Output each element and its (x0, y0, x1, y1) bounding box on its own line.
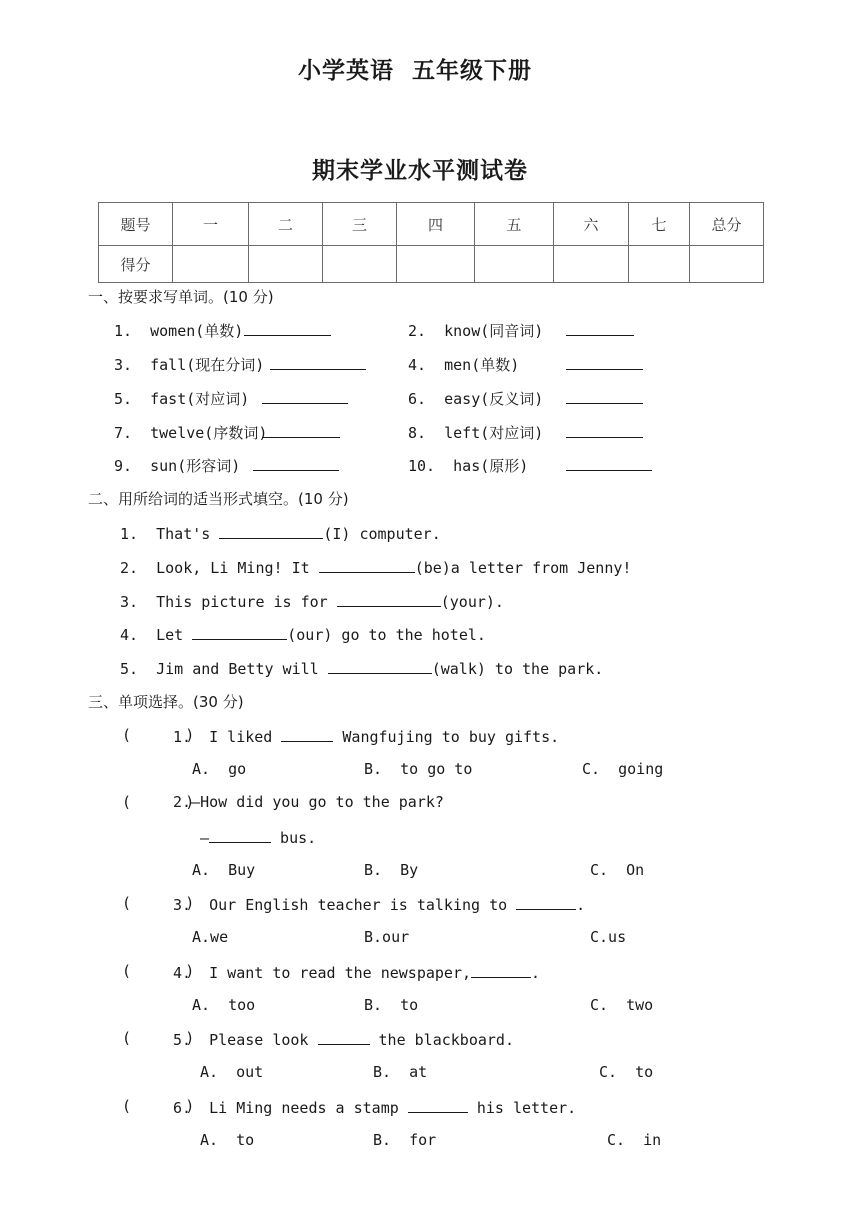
page-title: 小学英语 五年级下册 (298, 58, 533, 84)
question-text: 6. Li Ming needs a stamp (173, 1099, 408, 1117)
score-cell[interactable] (629, 246, 690, 283)
option-a: A.we (192, 928, 229, 946)
word-item (114, 354, 264, 375)
option-b: B. at (373, 1063, 428, 1081)
score-row-label: 得分 (99, 246, 173, 283)
answer-blank[interactable] (262, 422, 340, 438)
answer-blank[interactable] (209, 827, 271, 843)
answer-blank[interactable] (328, 658, 432, 674)
question-text: his letter. (467, 1099, 577, 1117)
score-cell[interactable] (397, 246, 475, 283)
answer-blank[interactable] (281, 726, 333, 742)
option-b: B.our (364, 928, 410, 946)
option-c: C. On (590, 861, 645, 879)
option-c: C. in (607, 1131, 662, 1149)
question-text: 2.—How did you go to the park? (173, 793, 444, 811)
fill-item-prefix: 5. Jim and Betty will (120, 660, 328, 678)
question-text: 3. Our English teacher is talking to (173, 896, 517, 914)
answer-paren[interactable]: ( ) (122, 1029, 195, 1047)
fill-item (120, 591, 504, 611)
option-a: A. Buy (192, 861, 256, 879)
answer-blank[interactable] (262, 388, 348, 404)
question-text: 1. I liked (173, 728, 282, 746)
score-cell[interactable] (475, 246, 554, 283)
question-stem (173, 726, 559, 746)
option-c: C.us (590, 928, 627, 946)
fill-item-suffix: (our) go to the hotel. (287, 626, 486, 644)
answer-blank[interactable] (408, 1097, 468, 1113)
table-header-cell: 七 (629, 203, 690, 246)
fill-item (120, 624, 486, 644)
fill-item-prefix: 1. That's (120, 525, 220, 543)
score-cell[interactable] (554, 246, 629, 283)
fill-item-suffix: (your). (440, 593, 504, 611)
exam-subtitle: 期末学业水平测试卷 (312, 158, 528, 184)
fill-item-prefix: 3. This picture is for (120, 593, 337, 611)
section-1-heading: 一、按要求写单词。(10 分) (88, 288, 274, 306)
fill-item-prefix: 2. Look, Li Ming! It (120, 559, 319, 577)
section-3-heading: 三、单项选择。(30 分) (88, 693, 244, 711)
table-header-cell: 三 (323, 203, 397, 246)
score-cell[interactable] (173, 246, 249, 283)
fill-item (120, 523, 441, 543)
question-stem-line2 (200, 827, 316, 847)
fill-item-prefix: 4. Let (120, 626, 193, 644)
word-item-text: 2. know(同音词) (408, 322, 544, 340)
score-table-score-row (99, 246, 764, 283)
option-b: B. to (364, 996, 419, 1014)
answer-paren[interactable]: ( ) (122, 894, 195, 912)
answer-blank[interactable] (566, 455, 652, 471)
word-item (408, 422, 543, 443)
question-text: Wangfujing to buy gifts. (333, 728, 560, 746)
word-item-text: 5. fast(对应词) (114, 390, 250, 408)
word-item-text: 4. men(单数) (408, 356, 520, 374)
question-stem (173, 962, 540, 982)
option-b: B. for (373, 1131, 437, 1149)
answer-blank[interactable] (337, 591, 441, 607)
question-stem (173, 1029, 514, 1049)
answer-paren[interactable]: ( ) (122, 726, 195, 744)
fill-item (120, 658, 603, 678)
word-item (114, 422, 267, 443)
question-text: . (576, 896, 586, 914)
word-item (408, 455, 528, 476)
answer-blank[interactable] (319, 557, 415, 573)
answer-blank[interactable] (566, 354, 643, 370)
option-a: A. to (200, 1131, 255, 1149)
answer-paren[interactable]: ( ) (122, 1097, 195, 1115)
answer-blank[interactable] (219, 523, 323, 539)
fill-item-suffix: (I) computer. (323, 525, 441, 543)
score-table (98, 202, 764, 283)
answer-blank[interactable] (516, 894, 576, 910)
question-text: . (531, 964, 541, 982)
fill-item (120, 557, 631, 577)
table-header-cell: 总分 (690, 203, 764, 246)
score-table-header-row (99, 203, 764, 246)
word-item (408, 354, 519, 375)
question-text: bus. (271, 829, 317, 847)
word-item (114, 320, 243, 341)
section-2-heading: 二、用所给词的适当形式填空。(10 分) (88, 490, 349, 508)
option-c: C. going (582, 760, 664, 778)
answer-blank[interactable] (192, 624, 287, 640)
word-item (408, 320, 543, 341)
fill-item-suffix: (be)a letter from Jenny! (414, 559, 632, 577)
question-text: the blackboard. (369, 1031, 514, 1049)
answer-blank[interactable] (566, 320, 634, 336)
word-item-text: 9. sun(形容词) (114, 457, 241, 475)
question-text: — (200, 829, 210, 847)
word-item-text: 7. twelve(序数词) (114, 424, 268, 442)
question-stem (173, 1097, 576, 1117)
word-item (408, 388, 543, 409)
table-header-cell: 二 (249, 203, 323, 246)
answer-paren[interactable]: ( ) (122, 962, 195, 980)
answer-blank[interactable] (244, 320, 331, 336)
question-stem (173, 793, 444, 811)
option-a: A. too (192, 996, 256, 1014)
word-item (114, 388, 249, 409)
option-c: C. to (599, 1063, 654, 1081)
word-item-text: 10. has(原形) (408, 457, 529, 475)
fill-item-suffix: (walk) to the park. (431, 660, 604, 678)
question-text: 4. I want to read the newspaper, (173, 964, 472, 982)
answer-blank[interactable] (471, 962, 531, 978)
question-stem (173, 894, 585, 914)
answer-paren[interactable]: ( ) (122, 793, 195, 811)
option-b: B. to go to (364, 760, 473, 778)
word-item-text: 3. fall(现在分词) (114, 356, 265, 374)
option-a: A. go (192, 760, 247, 778)
answer-blank[interactable] (566, 388, 643, 404)
option-c: C. two (590, 996, 654, 1014)
score-cell[interactable] (323, 246, 397, 283)
answer-blank[interactable] (270, 354, 366, 370)
table-header-cell: 题号 (99, 203, 173, 246)
word-item-text: 8. left(对应词) (408, 424, 544, 442)
table-header-cell: 四 (397, 203, 475, 246)
answer-blank[interactable] (253, 455, 339, 471)
option-a: A. out (200, 1063, 264, 1081)
word-item-text: 1. women(单数) (114, 322, 244, 340)
score-cell[interactable] (249, 246, 323, 283)
table-header-cell: 五 (475, 203, 554, 246)
table-header-cell: 六 (554, 203, 629, 246)
word-item (114, 455, 240, 476)
answer-blank[interactable] (566, 422, 643, 438)
option-b: B. By (364, 861, 419, 879)
table-header-cell: 一 (173, 203, 249, 246)
question-text: 5. Please look (173, 1031, 318, 1049)
answer-blank[interactable] (318, 1029, 370, 1045)
word-item-text: 6. easy(反义词) (408, 390, 544, 408)
score-cell[interactable] (690, 246, 764, 283)
